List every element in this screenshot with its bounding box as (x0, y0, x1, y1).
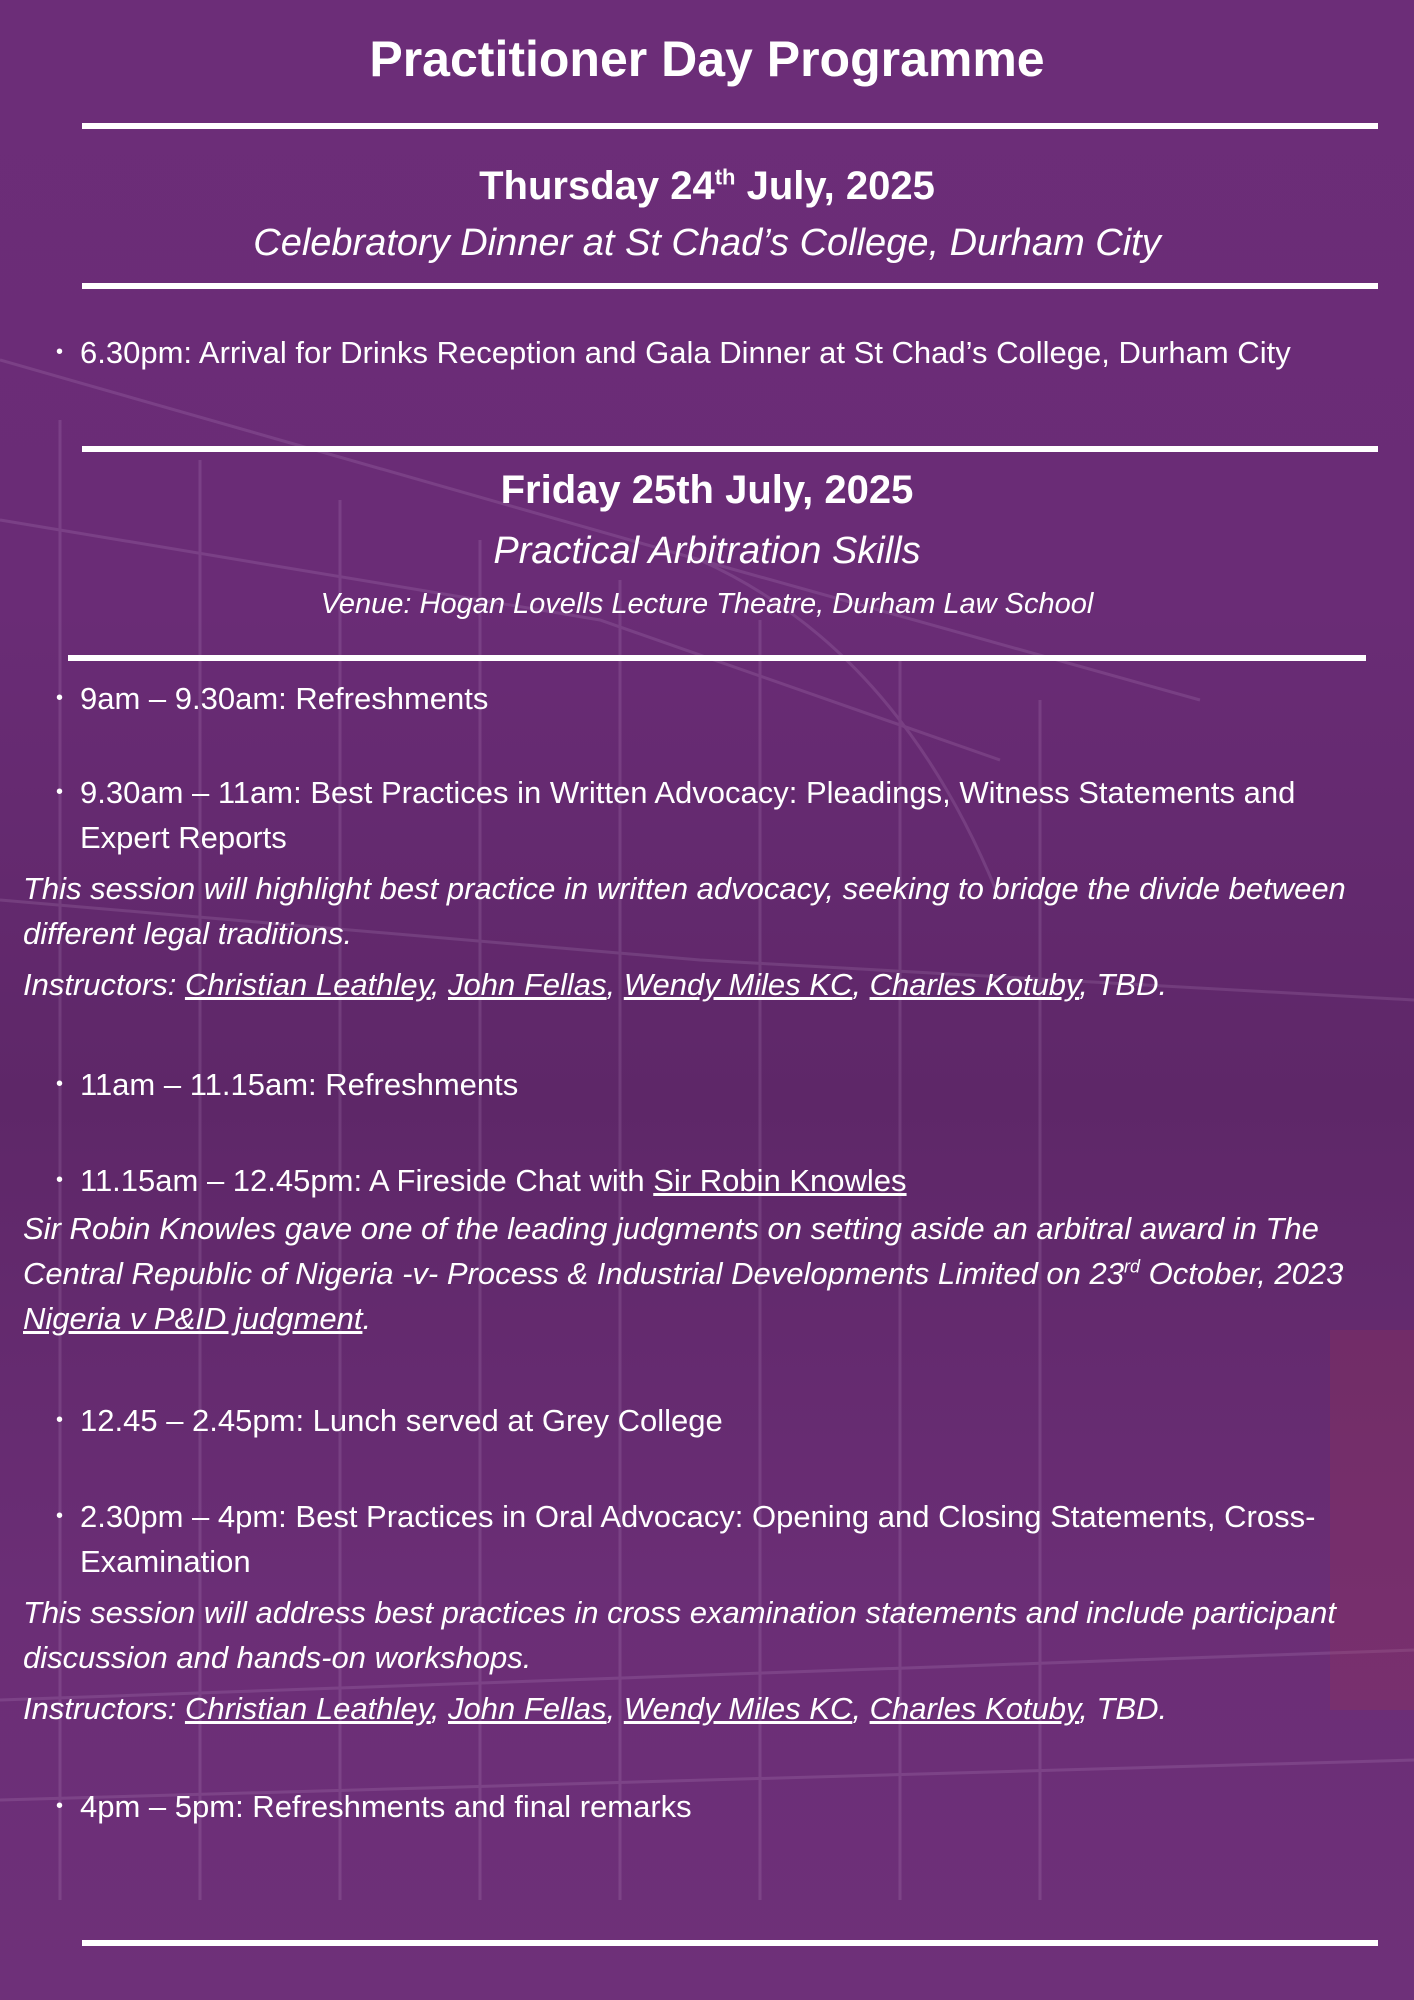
instructor-link[interactable]: John Fellas (448, 967, 607, 1002)
divider (82, 123, 1378, 129)
instructors: Instructors: Christian Leathley, John Fellas, Wendy Miles KC, Charles Kotuby, TBD. (23, 1691, 1168, 1726)
friday-venue: Venue: Hogan Lovells Lecture Theatre, Durham Law School (320, 588, 1094, 620)
divider (82, 283, 1378, 289)
instructor-link[interactable]: Charles Kotuby (869, 1691, 1080, 1726)
session-description: Sir Robin Knowles gave one of the leading judgments on setting aside an arbitral award in The Central Republic of Nigeria -v- Process & Industrial Developments Limited on 23rd October, 2023 Nigeria v P&ID judgment. (23, 1211, 1344, 1336)
session-description: This session will address best practices in cross examination statements and include participant discussion and hands-on workshops. (23, 1595, 1336, 1675)
page-title: Practitioner Day Programme (369, 31, 1045, 87)
divider (82, 446, 1378, 452)
instructor-link[interactable]: John Fellas (448, 1691, 607, 1726)
divider (68, 655, 1366, 661)
instructor-link[interactable]: Wendy Miles KC (623, 1691, 853, 1726)
list-item: • 9am – 9.30am: Refreshments (56, 681, 489, 716)
list-item: • 4pm – 5pm: Refreshments and final remarks (56, 1789, 692, 1824)
divider (82, 1940, 1378, 1946)
speaker-link[interactable]: Sir Robin Knowles (653, 1163, 907, 1198)
thursday-subtitle: Celebratory Dinner at St Chad’s College, Durham City (253, 222, 1161, 264)
session-description: This session will highlight best practice in written advocacy, seeking to bridge the divide between different legal traditions. (23, 871, 1346, 951)
instructor-link[interactable]: Christian Leathley (184, 1691, 431, 1726)
friday-subtitle: Practical Arbitration Skills (493, 530, 921, 572)
judgment-link[interactable]: Nigeria v P&ID judgment (23, 1301, 363, 1336)
thursday-heading: Thursday 24th July, 2025 (479, 164, 935, 208)
list-item: • 6.30pm: Arrival for Drinks Reception and Gala Dinner at St Chad’s College, Durham City (56, 335, 1291, 370)
list-item: • 11am – 11.15am: Refreshments (56, 1067, 519, 1102)
instructor-link[interactable]: Charles Kotuby (869, 967, 1080, 1002)
list-item: • 12.45 – 2.45pm: Lunch served at Grey College (56, 1403, 723, 1438)
list-item: • 9.30am – 11am: Best Practices in Written Advocacy: Pleadings, Witness Statements and Expert Reports (56, 775, 1296, 855)
list-item: • 2.30pm – 4pm: Best Practices in Oral Advocacy: Opening and Closing Statements, Cross-Examination (56, 1499, 1316, 1579)
list-item: • 11.15am – 12.45pm: A Fireside Chat with Sir Robin Knowles (56, 1163, 907, 1198)
friday-heading: Friday 25th July, 2025 (500, 468, 914, 512)
instructor-link[interactable]: Christian Leathley (184, 967, 431, 1002)
instructors: Instructors: Christian Leathley, John Fellas, Wendy Miles KC, Charles Kotuby, TBD. (23, 967, 1168, 1002)
instructor-link[interactable]: Wendy Miles KC (623, 967, 853, 1002)
